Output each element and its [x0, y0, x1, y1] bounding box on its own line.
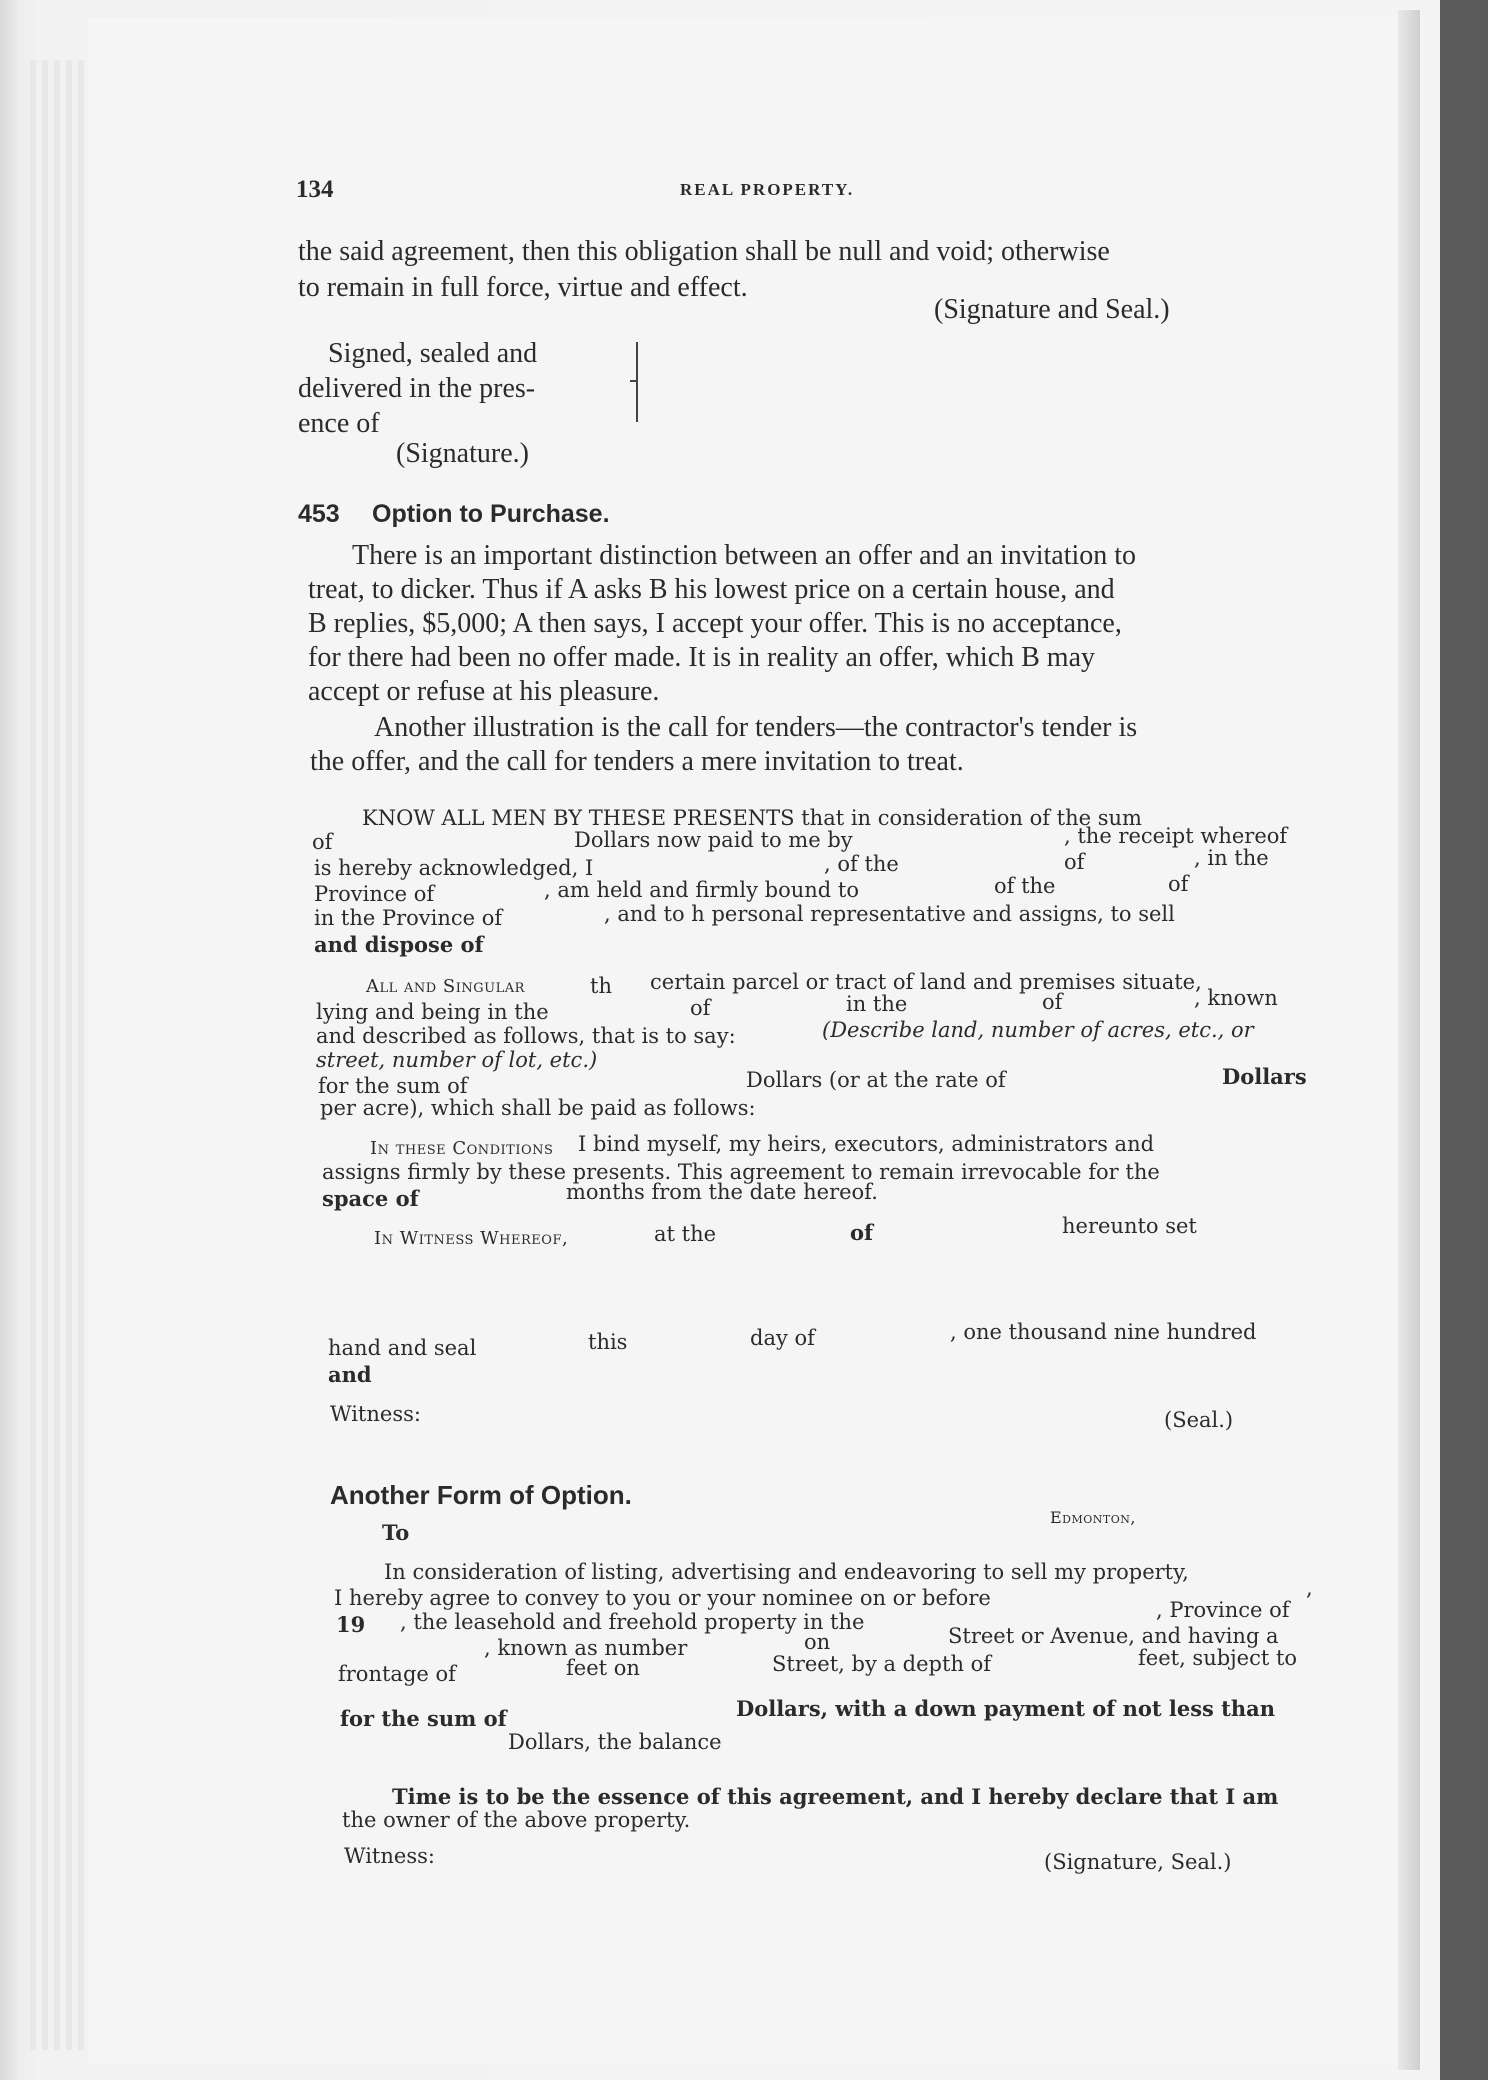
form-text: Time is to be the essence of this agreement, and I hereby declare that I am	[392, 1784, 1279, 1809]
form-text: in the Province of	[314, 906, 503, 930]
form2-title: Another Form of Option.	[330, 1480, 632, 1510]
paragraph-line: treat, to dicker. Thus if A asks B his lowest price on a certain house, and	[308, 574, 1115, 605]
form-text: feet, subject to	[1138, 1646, 1298, 1670]
form-text: , known	[1194, 986, 1278, 1010]
form-text: feet on	[566, 1656, 640, 1680]
form-smallcaps: In Witness Whereof,	[374, 1228, 569, 1249]
form-text: 19	[336, 1612, 366, 1637]
form-text: at the	[654, 1222, 717, 1246]
form-text: of	[1168, 872, 1189, 896]
section-number: 453	[298, 500, 340, 528]
form-text: , the receipt whereof	[1064, 824, 1288, 848]
form-text: of the	[994, 874, 1056, 898]
form-text: , one thousand nine hundred	[950, 1320, 1257, 1344]
form-text: of	[312, 830, 333, 854]
paragraph-line: B replies, $5,000; A then says, I accept your offer. This is no acceptance,	[308, 608, 1122, 639]
form-text: certain parcel or tract of land and premises situate,	[650, 970, 1202, 994]
page-right-edge	[1398, 10, 1420, 2070]
form-text: I bind myself, my heirs, executors, administrators and	[578, 1132, 1155, 1156]
form-text: Dollars	[1222, 1064, 1307, 1089]
form-text: , in the	[1194, 846, 1269, 870]
form-text: on	[804, 1630, 831, 1654]
witness-label: Witness:	[330, 1402, 421, 1426]
form-text: th	[590, 974, 612, 998]
form-text: of	[1064, 850, 1085, 874]
form-text: frontage of	[338, 1662, 456, 1686]
form-text: day of	[750, 1326, 815, 1350]
form-text-italic: (Describe land, number of acres, etc., or	[822, 1018, 1254, 1042]
form-text: , the leasehold and freehold property in the	[400, 1610, 865, 1634]
paragraph-line: Another illustration is the call for tenders—the contractor's tender is	[374, 712, 1138, 743]
page-number: 134	[296, 176, 334, 203]
form-text: Dollars, the balance	[508, 1730, 722, 1754]
paragraph-line: accept or refuse at his pleasure.	[308, 676, 660, 707]
signature-seal-label: (Signature, Seal.)	[1044, 1850, 1232, 1874]
form-text-italic: street, number of lot, etc.)	[316, 1048, 598, 1072]
form-text: assigns firmly by these presents. This agreement to remain irrevocable for the	[322, 1160, 1160, 1184]
form-text: Dollars (or at the rate of	[746, 1068, 1006, 1092]
form-text: , known as number	[484, 1636, 688, 1660]
form-smallcaps: In these Conditions	[370, 1138, 554, 1159]
form-text: and dispose of	[314, 932, 484, 957]
form-text: Dollars, with a down payment of not less than	[736, 1696, 1276, 1721]
witness-line: Signed, sealed and	[328, 338, 538, 369]
form-text: lying and being in the	[316, 1000, 549, 1024]
text-line: to remain in full force, virtue and effect.	[298, 272, 748, 303]
form-text: for the sum of	[340, 1706, 507, 1731]
witness-line: delivered in the pres-	[298, 373, 536, 404]
form-smallcaps: All and Singular	[366, 976, 525, 997]
form-text: this	[588, 1330, 628, 1354]
form-text: I hereby agree to convey to you or your nominee on or before	[334, 1586, 991, 1610]
city-label: Edmonton,	[1050, 1508, 1136, 1527]
seal-label: (Seal.)	[1164, 1408, 1234, 1432]
signature-label: (Signature.)	[396, 438, 529, 469]
form-text: the owner of the above property.	[342, 1808, 691, 1832]
form-text: Street or Avenue, and having a	[948, 1624, 1279, 1648]
form-text: and described as follows, that is to say:	[316, 1024, 736, 1048]
form-text: of	[850, 1220, 874, 1245]
form-text: Street, by a depth of	[772, 1652, 992, 1676]
form-text: , Province of	[1156, 1598, 1290, 1622]
form-text: of	[1042, 990, 1063, 1014]
form-text: per acre), which shall be paid as follows:	[320, 1096, 756, 1120]
form-heading: KNOW ALL MEN BY THESE PRESENTS that in consideration of the sum	[362, 806, 1142, 830]
form-text: months from the date hereof.	[566, 1180, 878, 1204]
form-text: of	[690, 996, 711, 1020]
text-line: the said agreement, then this obligation shall be null and void; otherwise	[298, 236, 1110, 267]
form-text: Dollars now paid to me by	[574, 828, 853, 852]
form-text: In consideration of listing, advertising and endeavoring to sell my property,	[384, 1560, 1189, 1584]
witness-line: ence of	[298, 408, 380, 439]
form-text: , and to h personal representative and assigns, to sell	[604, 902, 1175, 926]
form-text: , of the	[824, 852, 899, 876]
form-text: hereunto set	[1062, 1214, 1197, 1238]
paragraph-line: the offer, and the call for tenders a mere invitation to treat.	[310, 746, 964, 777]
paragraph-line: There is an important distinction between an offer and an invitation to	[352, 540, 1137, 571]
form-text: for the sum of	[318, 1074, 468, 1098]
form-text: Province of	[314, 882, 435, 906]
form-text: , am held and firmly bound to	[544, 878, 859, 902]
form-text: is hereby acknowledged, I	[314, 856, 594, 880]
form-text: in the	[846, 992, 908, 1016]
form-text: space of	[322, 1186, 419, 1211]
section-title: Option to Purchase.	[372, 500, 610, 528]
form-text: hand and seal	[328, 1336, 477, 1360]
form-text: and	[328, 1362, 372, 1387]
running-title: REAL PROPERTY.	[680, 180, 855, 199]
witness-label: Witness:	[344, 1844, 435, 1868]
signature-seal-label: (Signature and Seal.)	[934, 294, 1170, 325]
form-text: ,	[1306, 1576, 1313, 1600]
brace-mark	[636, 342, 648, 422]
form-text: To	[382, 1520, 410, 1545]
paragraph-line: for there had been no offer made. It is in reality an offer, which B may	[308, 642, 1096, 673]
